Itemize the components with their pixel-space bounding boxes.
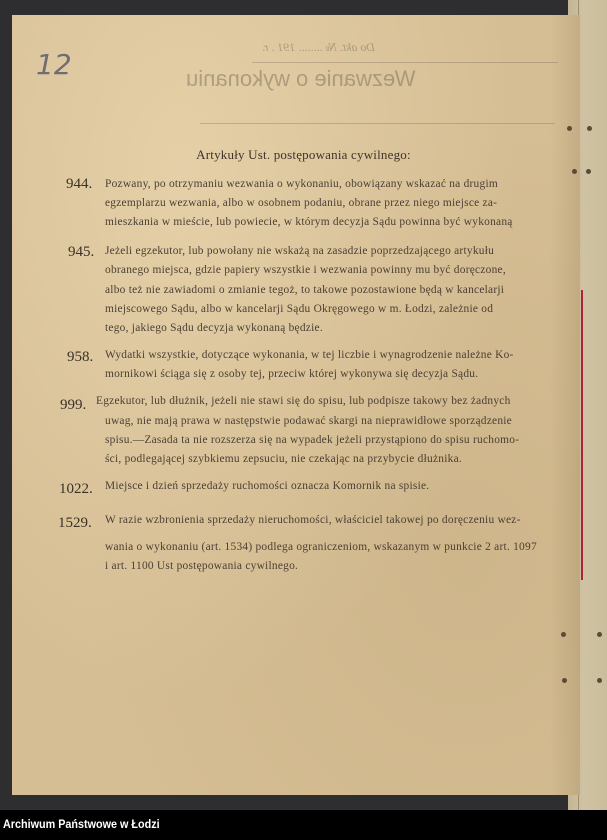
ghost-rule bbox=[200, 123, 555, 124]
archive-label: Archiwum Państwowe w Łodzi bbox=[3, 817, 160, 831]
article-number: 1022. bbox=[59, 481, 93, 497]
article-line: uwag, nie mają prawa w następstwie podawać skargi na nieprawidłowe sporządzenie bbox=[105, 415, 512, 427]
article-line: W razie wzbronienia sprzedaży nieruchomości, właściciel takowej po doręczeniu wez- bbox=[105, 514, 521, 526]
bleedthrough-reference: Do akt. № ........ 191 . r. bbox=[262, 40, 375, 54]
article-line: Pozwany, po otrzymaniu wezwania o wykonaniu, obowiązany wskazać na drugim bbox=[105, 178, 498, 190]
article-number: 944. bbox=[66, 176, 93, 192]
article-line: egzemplarzu wezwania, albo w osobnem podaniu, obrane przez niego miejsce za- bbox=[105, 197, 498, 209]
binding-hole bbox=[586, 169, 591, 174]
article-number: 958. bbox=[67, 349, 94, 365]
article-number: 945. bbox=[68, 244, 95, 260]
article-line: miejscowego Sądu, albo w kancelarji Sądu Okręgowego w m. Łodzi, zależnie od bbox=[105, 303, 494, 315]
article-line: wania o wykonaniu (art. 1534) podlega ograniczeniom, wskazanym w punkcie 2 art. 1097 bbox=[105, 541, 537, 553]
article-line: ści, podlegającej szybkiemu zepsuciu, nie czekając na przybycie dłużnika. bbox=[105, 453, 462, 465]
article-line: spisu.—Zasada ta nie rozszerza się na wypadek jeżeli przystąpiono do spisu ruchomo- bbox=[105, 434, 520, 446]
article-line: tego, jakiego Sądu decyzja wykonaną będzie. bbox=[105, 322, 323, 334]
article-line: mornikowi ściąga się z osoby tej, przeciw której wykonywa się decyzja Sądu. bbox=[105, 368, 479, 380]
article-line: Egzekutor, lub dłużnik, jeżeli nie stawi się do spisu, lub podpisze takowy bez żadnych bbox=[96, 395, 511, 407]
binding-hole bbox=[597, 678, 602, 683]
archive-footer bbox=[0, 810, 607, 840]
ghost-rule bbox=[252, 62, 558, 63]
bleedthrough-heading: Wezwanie o wykonaniu bbox=[186, 66, 416, 91]
handwritten-page-number: 12 bbox=[36, 48, 72, 81]
article-line: Miejsce i dzień sprzedaży ruchomości oznacza Komornik na spisie. bbox=[105, 480, 430, 492]
binding-hole bbox=[572, 169, 577, 174]
binding-hole bbox=[597, 632, 602, 637]
binding-thread bbox=[581, 290, 583, 580]
article-line: Wydatki wszystkie, dotyczące wykonania, w tej liczbie i wynagrodzenie należne Ko- bbox=[105, 349, 514, 361]
article-line: obranego miejsca, gdzie papiery wszystkie i wezwania powinny mu być doręczone, bbox=[105, 264, 506, 276]
article-number: 1529. bbox=[58, 515, 92, 531]
article-line: i art. 1100 Ust postępowania cywilnego. bbox=[105, 560, 299, 572]
article-line: mieszkania w mieście, lub powiecie, w którym decyzja Sądu powinna być wykonaną bbox=[105, 216, 513, 228]
article-line: Jeżeli egzekutor, lub powołany nie wskażą na zasadzie poprzedzającego artykułu bbox=[105, 245, 495, 257]
binding-hole bbox=[562, 678, 567, 683]
binding-hole bbox=[567, 126, 572, 131]
binding-hole bbox=[561, 632, 566, 637]
article-line: albo też nie zawiadomi o zmianie tegoż, to takowe pozostawione będą w kancelarji bbox=[105, 284, 505, 296]
article-number: 999. bbox=[60, 397, 87, 413]
binding-hole bbox=[587, 126, 592, 131]
document-title: Artykuły Ust. postępowania cywilnego: bbox=[196, 147, 411, 162]
